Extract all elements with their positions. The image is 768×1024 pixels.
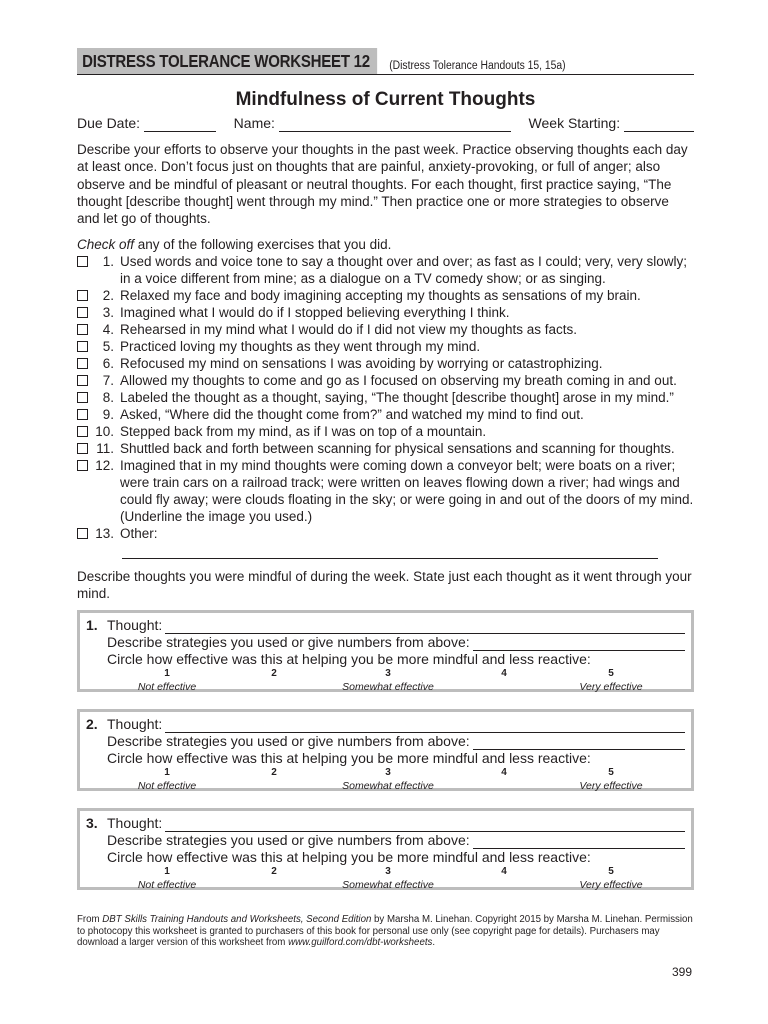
item-number: 12. xyxy=(95,458,114,474)
strategies-line[interactable] xyxy=(473,835,685,849)
week-starting-line[interactable] xyxy=(624,118,694,132)
scale-number-4[interactable]: 4 xyxy=(501,668,507,680)
worksheet-title-bar: DISTRESS TOLERANCE WORKSHEET 12 xyxy=(77,48,377,74)
thought-label: Thought: xyxy=(107,815,163,832)
footer-book-title: DBT Skills Training Handouts and Worksheets, Second Edition xyxy=(102,914,372,925)
item-text: Stepped back from my mind, as if I was on top of a mountain. xyxy=(120,424,487,440)
list-item xyxy=(77,321,694,338)
name-field[interactable] xyxy=(234,114,511,132)
item-text: Practiced loving my thoughts as they went through my mind. xyxy=(120,339,481,355)
item-text: Imagined what I would do if I stopped believing everything I think. xyxy=(120,305,510,321)
list-item xyxy=(77,440,694,457)
thought-box xyxy=(77,709,694,791)
item-number: 7. xyxy=(102,373,114,389)
strategies-label: Describe strategies you used or give numbers from above: xyxy=(107,634,470,651)
item-text: Imagined that in my mind thoughts were coming down a conveyor belt; were boats on a river; were train cars on a railroad track; were written on leaves flowing down a river; had wings and could fly away; were clouds floating in the sky; or were going in and out of the doors of my mind. (Underline the image you used.) xyxy=(120,458,694,525)
scale-label-mid: Somewhat effective xyxy=(342,780,434,793)
thought-box xyxy=(77,808,694,890)
copyright-footer xyxy=(77,914,694,949)
thought-row xyxy=(86,716,685,733)
item-text: Used words and voice tone to say a thought over and over; as fast as I could; very, very slowly; in a voice different from mine; as a dialogue on a TV comedy show; or as singing. xyxy=(120,254,688,287)
thought-row xyxy=(86,617,685,634)
footer-url[interactable]: www.guilford.com/dbt-worksheets xyxy=(288,937,433,948)
scale-number-2[interactable]: 2 xyxy=(271,767,277,779)
due-date-line[interactable] xyxy=(144,118,216,132)
scale-number-3[interactable]: 3 xyxy=(385,767,391,779)
check-off-italic: Check off xyxy=(77,237,135,253)
list-item xyxy=(77,423,694,440)
list-item xyxy=(77,372,694,389)
scale-number-4[interactable]: 4 xyxy=(501,767,507,779)
item-number: 5. xyxy=(102,339,114,355)
thought-line[interactable] xyxy=(165,620,685,634)
strategies-row xyxy=(86,832,685,849)
scale-number-3[interactable]: 3 xyxy=(385,668,391,680)
check-off-instruction xyxy=(77,236,694,253)
effectiveness-scale xyxy=(86,767,685,795)
worksheet-header xyxy=(77,48,694,75)
scale-number-2[interactable]: 2 xyxy=(271,866,277,878)
strategies-row xyxy=(86,634,685,651)
checkbox[interactable] xyxy=(77,324,88,335)
thought-row xyxy=(86,815,685,832)
circle-row xyxy=(86,750,685,767)
list-item xyxy=(77,355,694,372)
name-line[interactable] xyxy=(279,118,511,132)
item-number: 6. xyxy=(102,356,114,372)
item-text-other xyxy=(120,525,694,559)
item-number: 2. xyxy=(102,288,114,304)
item-number: 3. xyxy=(102,305,114,321)
thought-number: 2. xyxy=(86,716,98,733)
circle-label: Circle how effective was this at helping you be more mindful and less reactive: xyxy=(107,849,591,866)
thought-number: 1. xyxy=(86,617,98,634)
checkbox[interactable] xyxy=(77,375,88,386)
due-date-label: Due Date: xyxy=(77,115,141,131)
strategies-row xyxy=(86,733,685,750)
circle-label: Circle how effective was this at helping you be more mindful and less reactive: xyxy=(107,651,591,668)
checkbox[interactable] xyxy=(77,460,88,471)
scale-label-high: Very effective xyxy=(579,879,643,892)
checkbox[interactable] xyxy=(77,528,88,539)
scale-label-mid: Somewhat effective xyxy=(342,681,434,694)
item-number: 9. xyxy=(102,407,114,423)
item-text: Shuttled back and forth between scanning for physical sensations and scanning for thoughts. xyxy=(120,441,675,457)
checkbox[interactable] xyxy=(77,256,88,267)
scale-number-1[interactable]: 1 xyxy=(164,767,170,779)
scale-number-2[interactable]: 2 xyxy=(271,668,277,680)
item-number: 1. xyxy=(102,254,114,270)
scale-label-low: Not effective xyxy=(137,879,197,892)
page-title: Mindfulness of Current Thoughts xyxy=(235,89,536,110)
worksheet-page xyxy=(77,48,694,890)
week-starting-field[interactable] xyxy=(529,114,694,132)
thought-label: Thought: xyxy=(107,716,163,733)
scale-label-low: Not effective xyxy=(137,681,197,694)
list-item xyxy=(77,457,694,525)
thought-number: 3. xyxy=(86,815,98,832)
list-item xyxy=(77,253,694,287)
thought-line[interactable] xyxy=(165,719,685,733)
footer-end: . xyxy=(432,937,436,948)
checkbox[interactable] xyxy=(77,426,88,437)
item-number: 10. xyxy=(95,424,114,440)
scale-number-1[interactable]: 1 xyxy=(164,866,170,878)
circle-label: Circle how effective was this at helping you be more mindful and less reactive: xyxy=(107,750,591,767)
item-text: Refocused my mind on sensations I was avoiding by worrying or catastrophizing. xyxy=(120,356,603,372)
list-item xyxy=(77,389,694,406)
thought-line[interactable] xyxy=(165,818,685,832)
check-off-rest: any of the following exercises that you did. xyxy=(134,237,392,253)
thought-box xyxy=(77,610,694,692)
footer-text: by Marsha M. Linehan. Copyright 2015 by Marsha M. Linehan. Permission to photocopy this worksheet is granted to purchasers of this book for personal use only (see copyright page for details). Purchasers may download a larger version of this worksheet from xyxy=(77,914,693,948)
scale-number-1[interactable]: 1 xyxy=(164,668,170,680)
circle-row xyxy=(86,651,685,668)
other-line[interactable] xyxy=(122,544,658,559)
name-label: Name: xyxy=(233,115,275,131)
item-text: Rehearsed in my mind what I would do if I did not view my thoughts as facts. xyxy=(120,322,577,338)
list-item xyxy=(77,406,694,423)
scale-number-5[interactable]: 5 xyxy=(608,866,614,878)
scale-label-low: Not effective xyxy=(137,780,197,793)
strategies-label: Describe strategies you used or give numbers from above: xyxy=(107,832,470,849)
item-number: 8. xyxy=(102,390,114,406)
scale-label-mid: Somewhat effective xyxy=(342,879,434,892)
scale-label-high: Very effective xyxy=(579,780,643,793)
checkbox[interactable] xyxy=(77,443,88,454)
list-item xyxy=(77,525,694,559)
strategies-line[interactable] xyxy=(473,637,685,651)
form-fields xyxy=(77,114,694,132)
footer-from: From xyxy=(77,914,103,925)
handout-reference: (Distress Tolerance Handouts 15, 15a) xyxy=(388,60,566,72)
item-number: 13. xyxy=(95,526,114,542)
other-label: Other: xyxy=(120,526,158,542)
item-text: Asked, “Where did the thought come from?” and watched my mind to find out. xyxy=(120,407,584,423)
scale-number-5[interactable]: 5 xyxy=(608,767,614,779)
scale-number-3[interactable]: 3 xyxy=(385,866,391,878)
list-item xyxy=(77,287,694,304)
scale-number-5[interactable]: 5 xyxy=(608,668,614,680)
page-number: 399 xyxy=(671,965,692,979)
scale-label-high: Very effective xyxy=(579,681,643,694)
checkbox[interactable] xyxy=(77,307,88,318)
item-text: Allowed my thoughts to come and go as I focused on observing my breath coming in and out. xyxy=(120,373,677,389)
exercise-checklist xyxy=(77,253,694,559)
checkbox[interactable] xyxy=(77,409,88,420)
circle-row xyxy=(86,849,685,866)
list-item xyxy=(77,304,694,321)
strategies-label: Describe strategies you used or give numbers from above: xyxy=(107,733,470,750)
checkbox[interactable] xyxy=(77,341,88,352)
due-date-field[interactable] xyxy=(77,114,216,132)
checkbox[interactable] xyxy=(77,358,88,369)
item-text: Relaxed my face and body imagining accepting my thoughts as sensations of my brain. xyxy=(120,288,641,304)
checkbox[interactable] xyxy=(77,392,88,403)
effectiveness-scale xyxy=(86,866,685,894)
checkbox[interactable] xyxy=(77,290,88,301)
effectiveness-scale xyxy=(86,668,685,696)
instructions-paragraph: Describe your efforts to observe your thoughts in the past week. Practice observing thoughts each day at least once. Don’t focus just on thoughts that are painful, anxiety-provoking, or full of anger; also observe and be mindful of pleasant or neutral thoughts. For each thought, first practice saying, “The thought [describe thought] went through my mind.” Then practice one or more strategies to observe and let go of thoughts. xyxy=(77,142,688,227)
scale-number-4[interactable]: 4 xyxy=(501,866,507,878)
list-item xyxy=(77,338,694,355)
item-text: Labeled the thought as a thought, saying, “The thought [describe thought] arose in my mind.” xyxy=(120,390,674,406)
item-number: 11. xyxy=(96,441,114,457)
describe-thoughts-instruction: Describe thoughts you were mindful of during the week. State just each thought as it went through your mind. xyxy=(77,569,692,602)
item-number: 4. xyxy=(102,322,114,338)
strategies-line[interactable] xyxy=(473,736,685,750)
week-starting-label: Week Starting: xyxy=(528,115,621,131)
thought-label: Thought: xyxy=(107,617,163,634)
